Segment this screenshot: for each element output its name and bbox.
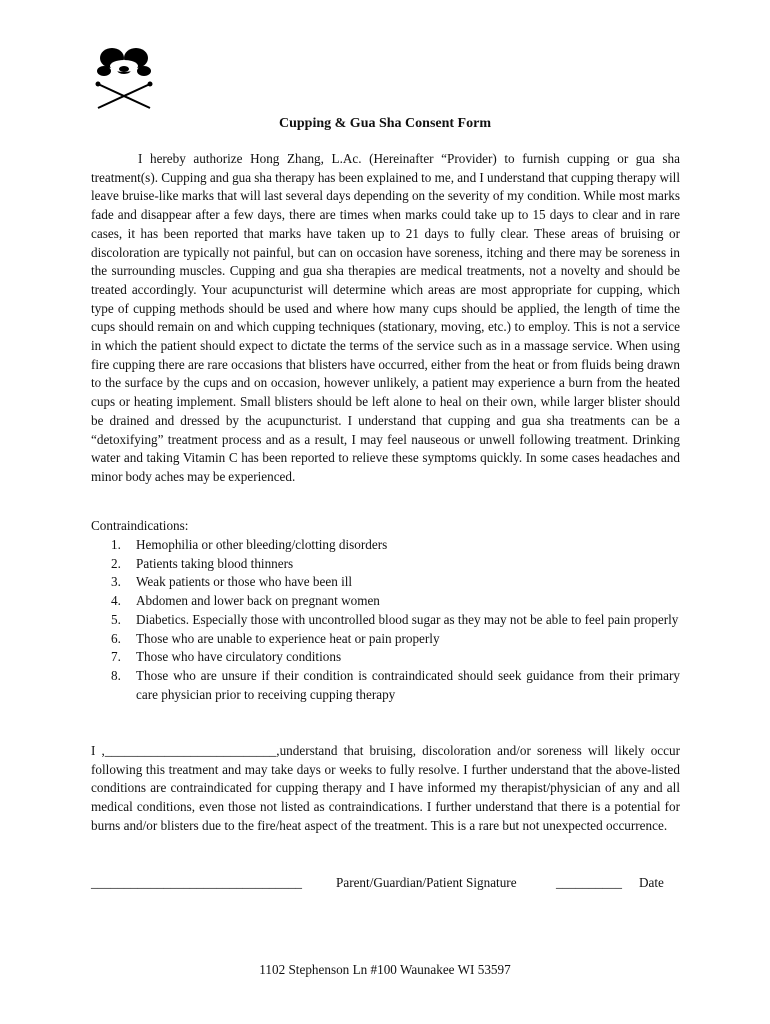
list-item: 6. Those who are unable to experience heat or pain properly	[111, 630, 440, 646]
list-item: 7. Those who have circulatory conditions	[111, 649, 342, 665]
signature-field[interactable]: ________________________________	[91, 875, 302, 890]
consent-body-paragraph: I hereby authorize Hong Zhang, L.Ac. (Hereinafter “Provider) to furnish cupping or gua sha treatment(s). Cupping and gua sha therapy has been explained to me, and I understand that cupping therapy will leave bruise-like marks that will last several days depending on the severity of my condition. While most marks fade and disappear after a few days, there are times when marks could take up to 15 days to clear and in rare cases, it has been reported that marks have taken up to 21 days to fully clear. These areas of bruising or discoloration are typically not painful, but can on occasion have soreness, itching and there may be soreness in the surrounding muscles. Cupping and gua sha therapies are medical treatments, not a novelty and should be treated accordingly. Your acupuncturist will determine which areas are most appropriate for cupping, which type of cupping methods should be used and where how many cups should be applied, the length of time the cups should remain on and which cupping techniques (stationary, moving, etc.) to employ. This is not a service in which the patient should expect to dictate the terms of the service such as in a massage service. When using fire cupping there are rare occasions that blisters have occurred, either from the heat or from fluids being drawn to the surface by the cups and on occasion, however unlikely, a patient may experience a burn from the heated cups or heating implement. Small blisters should be left alone to heal on their own, while larger blister should be drained and dressed by the acupuncturist. I understand that cupping and gua sha treatments can be a “detoxifying” treatment process and as a result, I may feel nauseous or unwell following treatment. Drinking water and taking Vitamin C has been reported to relieve these symptoms quickly. In some cases headaches and minor body aches may be experienced.	[91, 151, 680, 484]
contraindications-label: Contraindications:	[91, 518, 189, 533]
list-item: 8. Those who are unsure if their condition is contraindicated should seek guidance from their primary care physician prior to receiving cupping therapy	[111, 667, 680, 702]
date-field[interactable]: __________	[556, 875, 622, 890]
signature-line	[91, 875, 680, 891]
signature-label: Parent/Guardian/Patient Signature	[336, 875, 517, 890]
list-item: 1. Hemophilia or other bleeding/clotting disorders	[111, 537, 388, 552]
footer-address: 1102 Stephenson Ln #100 Waunakee WI 53597	[259, 962, 511, 977]
form-title: Cupping & Gua Sha Consent Form	[279, 116, 491, 131]
list-item: 2. Patients taking blood thinners	[111, 555, 294, 571]
list-item: 5. Diabetics. Especially those with uncontrolled blood sugar as they may not be able to feel pain properly	[111, 611, 679, 627]
contraindications-list	[91, 536, 680, 704]
panda-needles-logo-icon	[88, 46, 160, 110]
list-item: 3. Weak patients or those who have been ill	[111, 574, 353, 590]
list-item: 4. Abdomen and lower back on pregnant women	[111, 593, 380, 609]
acknowledgment-paragraph: I ,__________________________,understand that bruising, discoloration and/or soreness will likely occur following this treatment and may take days or weeks to fully resolve. I further understand that the above-listed conditions are contraindicated for cupping therapy and I have informed my therapist/physician of any and all medical conditions, even those not listed as contraindications. I further understand that there is a potential for burns and/or blisters due to the fire/heat aspect of the treatment. This is a rare but not unexpected occurrence.	[91, 743, 680, 833]
date-label: Date	[639, 875, 664, 890]
